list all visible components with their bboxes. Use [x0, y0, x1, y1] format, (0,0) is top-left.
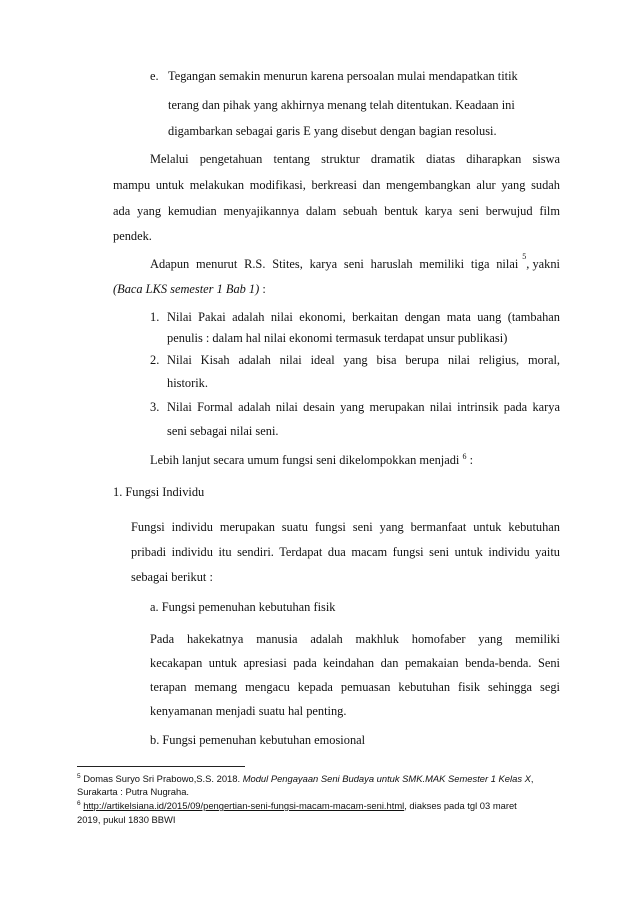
footnote-6-line-1	[77, 800, 517, 812]
footnote-5-number: 5	[77, 772, 81, 780]
fisik-paragraph-line-1: Pada hakekatnya manusia adalah makhluk homofaber yang memiliki	[150, 632, 560, 646]
struktur-paragraph-line-1: Melalui pengetahuan tentang struktur dramatik diatas diharapkan siswa	[150, 152, 560, 166]
heading-kebutuhan-emosional: b. Fungsi pemenuhan kebutuhan emosional	[150, 733, 366, 747]
struktur-paragraph-line-4: pendek.	[113, 229, 152, 243]
footnote-6-number: 6	[77, 799, 81, 807]
footnote-5-text: Domas Suryo Sri Prabowo,S.S. 2018.	[80, 773, 243, 784]
item-e-line-3: digambarkan sebagai garis E yang disebut dengan bagian resolusi.	[168, 124, 497, 138]
nilai-kisah-line-1: Nilai Kisah adalah nilai ideal yang bisa berupa nilai religius, moral,	[167, 353, 560, 367]
nilai-pakai-line-2: penulis : dalam hal nilai ekonomi termasuk terdapat unsur publikasi)	[167, 331, 508, 345]
struktur-paragraph-line-2: mampu untuk melakukan modifikasi, berkreasi dan mengembangkan alur yang sudah	[113, 178, 560, 192]
fisik-paragraph-line-4: kenyamanan menjadi suatu hal penting.	[150, 704, 347, 718]
nilai-marker-2: 2.	[150, 353, 160, 367]
stites-text-end: , yakni	[526, 257, 560, 271]
footnote-ref-5[interactable]: 5	[522, 252, 527, 261]
item-e-line-2: terang dan pihak yang akhirnya menang telah ditentukan. Keadaan ini	[168, 98, 515, 112]
heading-kebutuhan-fisik: a. Fungsi pemenuhan kebutuhan fisik	[150, 600, 336, 614]
footnote-5-line-1	[77, 773, 533, 785]
colon: :	[259, 282, 266, 296]
footnote-separator	[77, 766, 245, 767]
nilai-marker-1: 1.	[150, 310, 160, 324]
struktur-paragraph-line-3: ada yang kemudian menyajikannya dalam sebuah bentuk karya seni berwujud film	[113, 204, 560, 218]
nilai-formal-line-1: Nilai Formal adalah nilai desain yang merupakan nilai intrinsik pada karya	[167, 400, 560, 414]
nilai-kisah-line-2: historik.	[167, 376, 208, 390]
nilai-pakai-line-1: Nilai Pakai adalah nilai ekonomi, berkaitan dengan mata uang (tambahan	[167, 310, 560, 324]
fungsi-intro-colon: :	[466, 453, 474, 467]
individu-paragraph-line-1: Fungsi individu merupakan suatu fungsi seni yang bermanfaat untuk kebutuhan	[131, 520, 560, 534]
stites-paragraph-line-1	[150, 252, 560, 272]
fisik-paragraph-line-3: terapan memang mengacu kepada pemuasan kebutuhan fisik sehingga segi	[150, 680, 560, 694]
fungsi-intro-line	[150, 453, 473, 468]
footnote-6-link[interactable]: http://artikelsiana.id/2015/09/pengertian-seni-fungsi-macam-macam-seni.html	[83, 800, 405, 811]
individu-paragraph-line-3: sebagai berikut :	[131, 570, 213, 584]
footnote-5-comma: ,	[530, 773, 534, 784]
footnote-5-line-2: Surakarta : Putra Nugraha.	[77, 786, 190, 797]
nilai-marker-3: 3.	[150, 400, 160, 414]
fisik-paragraph-line-2: kecakapan untuk apresiasi pada keindahan dan pemakaian benda-benda. Seni	[150, 656, 560, 670]
nilai-formal-line-2: seni sebagai nilai seni.	[167, 424, 279, 438]
item-e-line-1: Tegangan semakin menurun karena persoalan mulai mendapatkan titik	[168, 69, 518, 83]
footnote-6-line-2: 2019, pukul 1830 BBWI	[77, 814, 176, 825]
heading-fungsi-individu: 1. Fungsi Individu	[113, 485, 205, 499]
stites-paragraph-line-2	[113, 282, 266, 297]
footnote-5-title: Modul Pengayaan Seni Budaya untuk SMK.MAK Semester 1 Kelas X	[242, 773, 531, 784]
individu-paragraph-line-2: pribadi individu itu sendiri. Terdapat dua macam fungsi seni untuk individu yaitu	[131, 545, 560, 559]
footnote-ref-6[interactable]: 6	[462, 451, 467, 461]
lks-reference: (Baca LKS semester 1 Bab 1)	[113, 282, 260, 296]
list-marker-e: e.	[150, 69, 159, 83]
footnote-6-text: , diakses pada tgl 03 maret	[404, 800, 517, 811]
stites-text: Adapun menurut R.S. Stites, karya seni haruslah memiliki tiga nilai	[150, 257, 519, 271]
fungsi-intro-text: Lebih lanjut secara umum fungsi seni dikelompokkan menjadi	[150, 453, 460, 467]
